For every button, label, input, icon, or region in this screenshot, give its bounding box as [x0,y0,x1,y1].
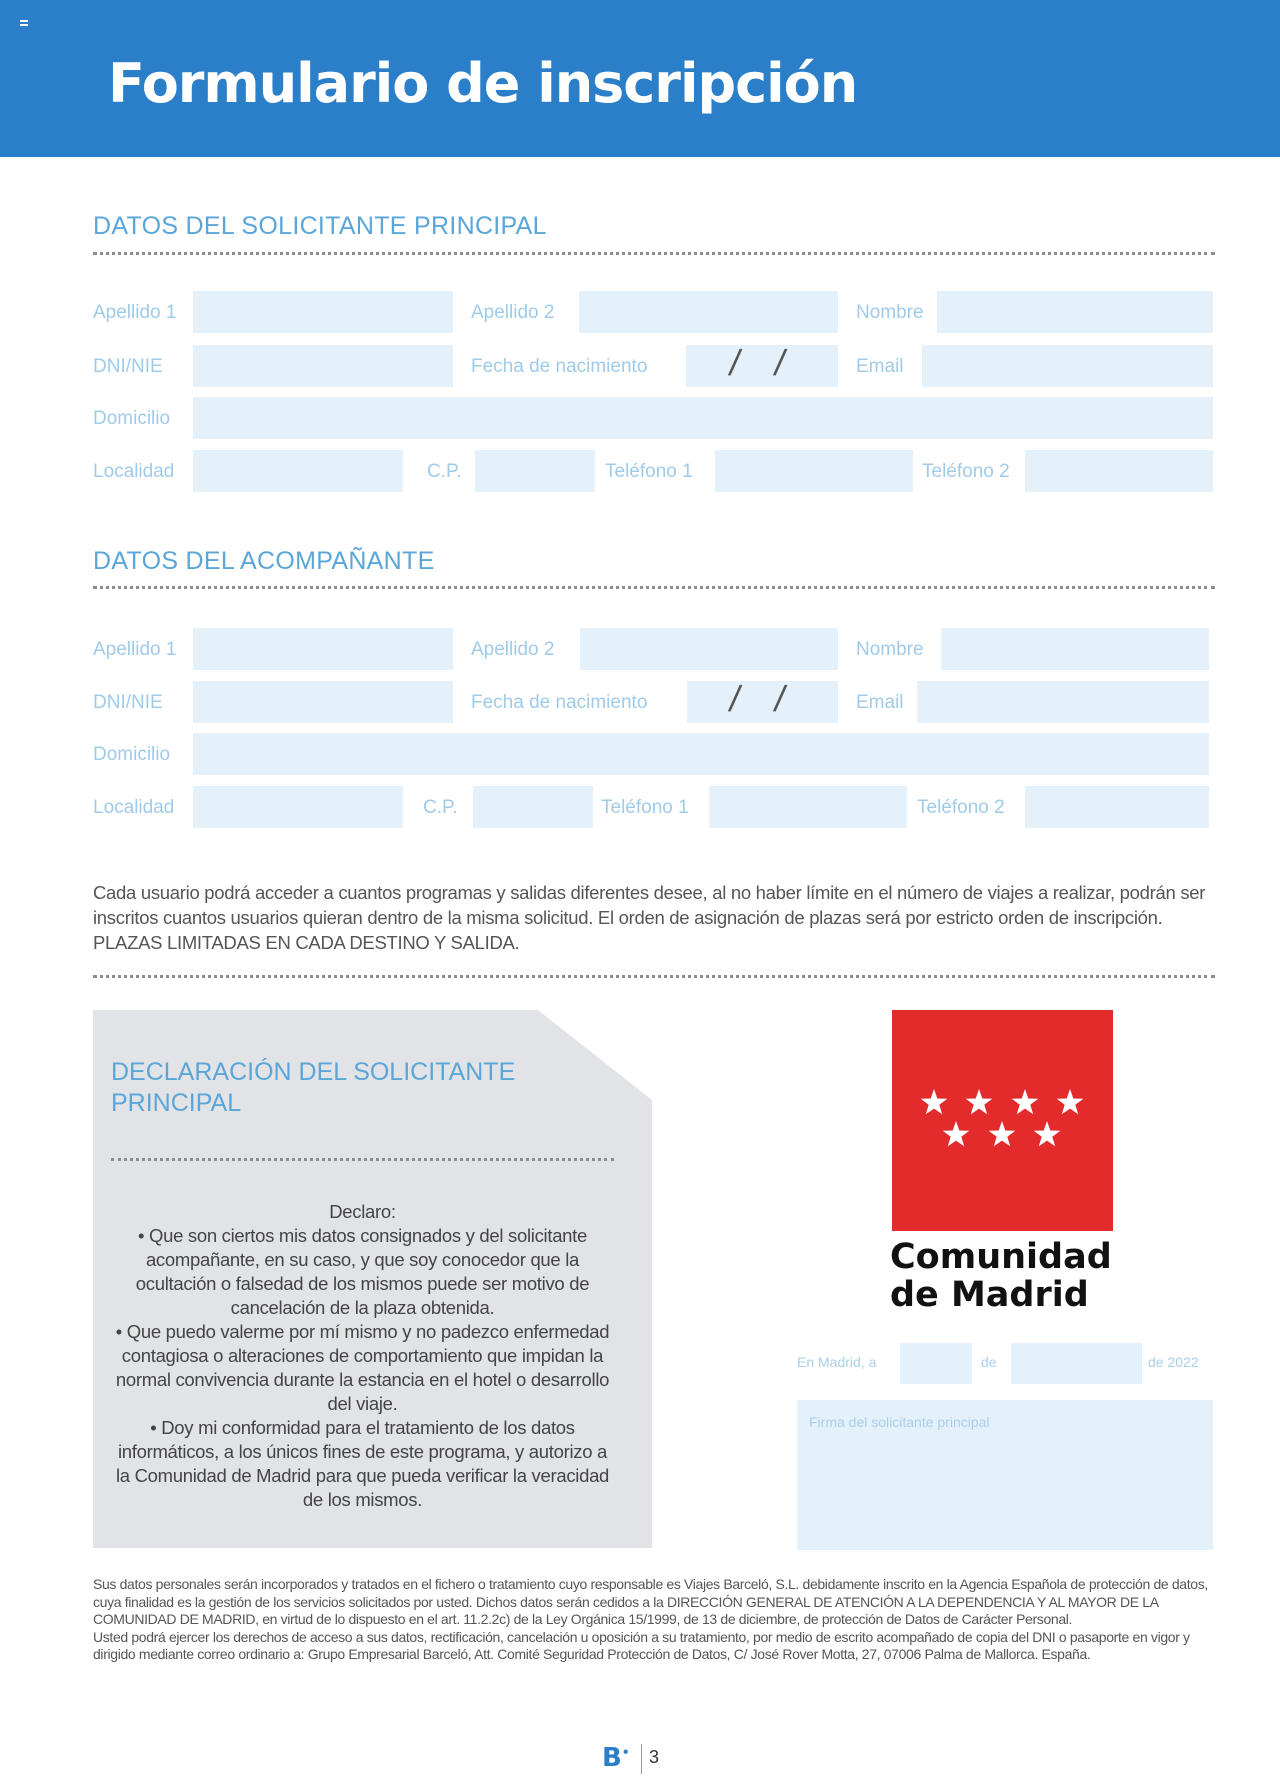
declaration-text [110,1200,615,1512]
section-title-principal: DATOS DEL SOLICITANTE PRINCIPAL [93,212,547,240]
label-dni: DNI/NIE [93,692,163,713]
label-telefono2: Teléfono 2 [922,461,1010,482]
page-number: 3 [649,1747,660,1767]
logo-line: de Madrid [890,1275,1089,1315]
signature-field[interactable] [797,1400,1213,1550]
declaration-item: • Doy mi conformidad para el tratamiento de los datos informáticos, a los únicos fines de este programa, y autorizo a la Comunidad de Madrid para que pueda verificar la veracidad de los mismos. [115,1417,610,1510]
info-paragraph: Cada usuario podrá acceder a cuantos programas y salidas diferentes desee, al no haber límite en el número de viajes a realizar, podrán ser inscritos cuantos usuarios quieran dentro de la misma solicitud. El orden de asignación de plazas será por estricto orden de inscripción. PLAZAS LIMITADAS EN CADA DESTINO Y SALIDA. [93,882,1206,953]
label-year: de 2022 [1148,1354,1199,1370]
acompanante-apellido2-input[interactable] [580,628,838,670]
acompanante-telefono2-input[interactable] [1025,786,1209,828]
signature-label: Firma del solicitante principal [809,1414,990,1430]
page-title: Formulario de inscripción [108,52,858,115]
label-en-madrid: En Madrid, a [797,1354,877,1370]
label-apellido2: Apellido 2 [471,639,555,660]
label-cp: C.P. [427,461,462,482]
principal-apellido2-input[interactable] [579,291,838,333]
label-email: Email [856,692,904,713]
label-telefono1: Teléfono 1 [601,797,689,818]
menu-icon [20,20,28,26]
legal-paragraph: Sus datos personales serán incorporados y tratados en el fichero o tratamiento cuyo responsable es Viajes Barceló, S.L. debidamente inscrito en la Agencia Española de protección de datos, cuya finalidad es la gestión de los servicios solicitados por usted. Dichos datos serán cedidos a la DIRECCIÓN GENERAL DE ATENCIÓN A LA DEPENDENCIA Y AL MAYOR DE LA COMUNIDAD DE MADRID, en virtud de lo dispuesto en el art. 11.2.2c) de la Ley Orgánica 15/1999, de 13 de diciembre, de protección de Datos de Carácter Personal. [93,1576,1208,1627]
label-localidad: Localidad [93,797,175,818]
declaration-intro: Declaro: [329,1201,396,1222]
label-nombre: Nombre [856,302,924,323]
principal-email-input[interactable] [922,345,1213,387]
date-slash: / [771,342,789,383]
principal-cp-input[interactable] [475,450,595,492]
declaration-item: • Que son ciertos mis datos consignados y del solicitante acompañante, en su caso, y que soy conocedor que la ocultación o falsedad de los mismos puede ser motivo de cancelación de la plaza obtenida. [135,1225,590,1318]
acompanante-apellido1-input[interactable] [193,628,453,670]
month-input[interactable] [1011,1343,1142,1384]
barcelo-logo: B• [602,1743,630,1773]
acompanante-localidad-input[interactable] [193,786,403,828]
principal-domicilio-input[interactable] [193,397,1213,439]
comunidad-madrid-flag-logo [892,1010,1113,1231]
label-dni: DNI/NIE [93,356,163,377]
declaration-item: • Que puedo valerme por mí mismo y no padezco enfermedad contagiosa o alteraciones de comportamiento que impidan la normal convivencia durante la estancia en el hotel o desarrollo del viaje. [115,1321,610,1414]
label-telefono1: Teléfono 1 [605,461,693,482]
acompanante-telefono1-input[interactable] [709,786,907,828]
principal-localidad-input[interactable] [193,450,403,492]
label-email: Email [856,356,904,377]
label-fecha: Fecha de nacimiento [471,692,648,713]
comunidad-madrid-wordmark [890,1238,1112,1314]
label-domicilio: Domicilio [93,408,171,429]
label-de: de [981,1354,997,1370]
logo-line: Comunidad [890,1237,1112,1277]
acompanante-domicilio-input[interactable] [193,733,1209,775]
acompanante-dni-input[interactable] [193,681,453,723]
date-slash: / [771,678,789,719]
label-telefono2: Teléfono 2 [917,797,1005,818]
legal-paragraph: Usted podrá ejercer los derechos de acceso a sus datos, rectificación, cancelación u oposición a su tratamiento, por medio de escrito acompañado de copia del DNI o pasaporte en vigor y dirigido mediante correo ordinario a: Grupo Empresarial Barceló, Att. Comité Seguridad Protección de Datos, C/ José Rover Motta, 27, 07006 Palma de Mallorca. España. [93,1628,1190,1662]
label-localidad: Localidad [93,461,175,482]
principal-apellido1-input[interactable] [193,291,453,333]
acompanante-cp-input[interactable] [473,786,593,828]
label-apellido1: Apellido 1 [93,302,177,323]
divider [93,975,1215,978]
label-apellido2: Apellido 2 [471,302,555,323]
label-cp: C.P. [423,797,458,818]
date-slash: / [726,342,744,383]
day-input[interactable] [900,1343,972,1384]
divider [93,586,1215,589]
label-apellido1: Apellido 1 [93,639,177,660]
declaration-title: DECLARACIÓN DEL SOLICITANTE PRINCIPAL [111,1058,516,1117]
principal-dni-input[interactable] [193,345,453,387]
acompanante-nombre-input[interactable] [941,628,1209,670]
principal-fecha-input[interactable] [686,345,838,387]
date-slash: / [726,678,744,719]
legal-notice [93,1576,1215,1664]
label-fecha: Fecha de nacimiento [471,356,648,377]
principal-telefono1-input[interactable] [715,450,913,492]
section-title-acompanante: DATOS DEL ACOMPAÑANTE [93,547,435,575]
footer-separator [641,1744,642,1774]
label-domicilio: Domicilio [93,744,171,765]
stars-icon [892,1010,1113,1231]
divider [93,252,1215,255]
acompanante-email-input[interactable] [917,681,1209,723]
divider [111,1158,614,1161]
header-banner [0,0,1280,157]
principal-nombre-input[interactable] [937,291,1213,333]
acompanante-fecha-input[interactable] [687,681,838,723]
principal-telefono2-input[interactable] [1025,450,1213,492]
label-nombre: Nombre [856,639,924,660]
